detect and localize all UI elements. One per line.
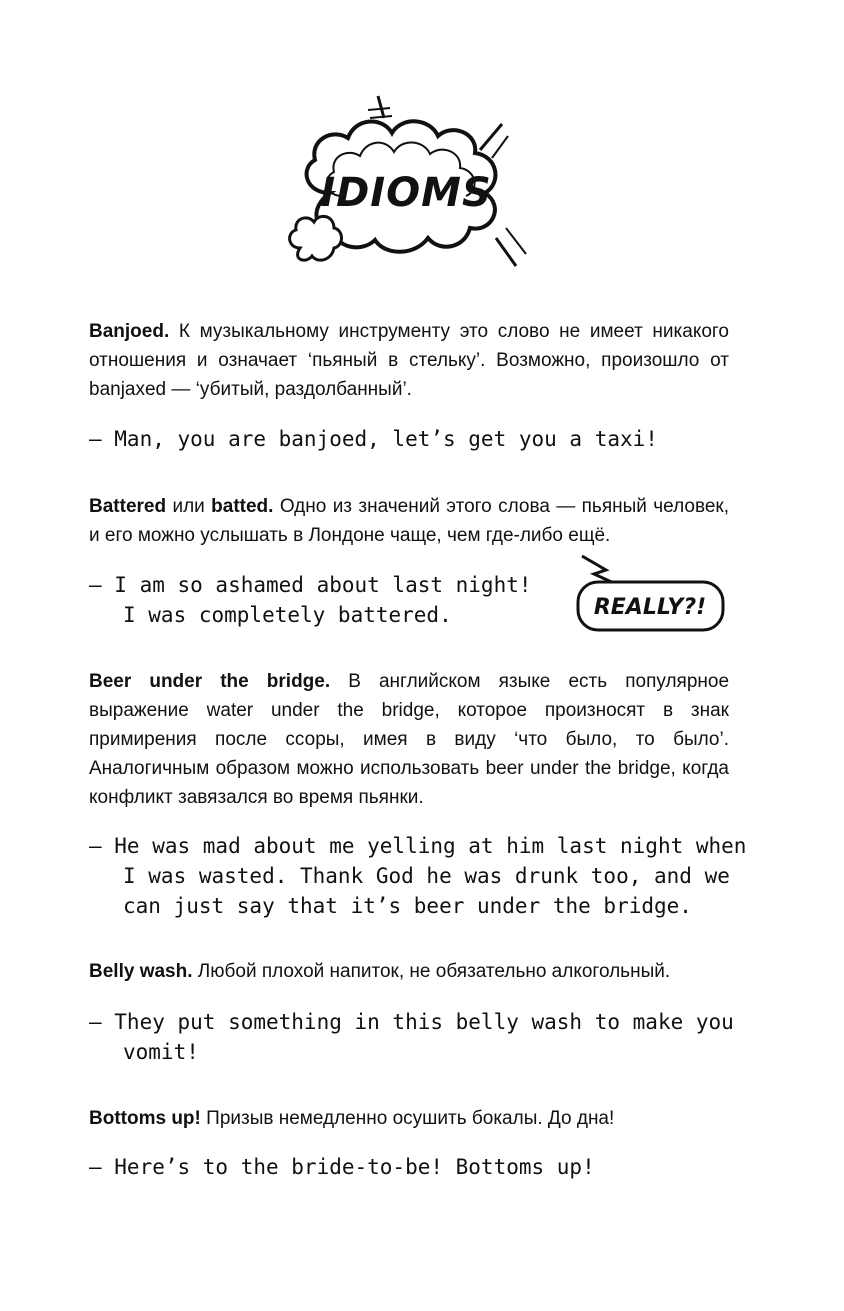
example-line: I was completely battered.: [123, 603, 452, 627]
idioms-title: IDIOMS: [320, 170, 492, 216]
example-line: — I am so ashamed about last night!: [89, 573, 532, 597]
entry-banjoed: [89, 317, 729, 404]
example-beer-under-the-bridge: [89, 831, 746, 921]
entry-definition: Любой плохой напиток, не обязательно алкогольный.: [197, 961, 671, 982]
really-badge: [568, 550, 728, 636]
entry-term: Battered: [89, 496, 167, 517]
entry-definition: Призыв немедленно осушить бокалы. До дна!: [206, 1108, 615, 1129]
entry-definition: Одно из значений этого слова — пьяный человек, и его можно услышать в Лондоне чаще, чем где-либо ещё.: [89, 496, 729, 546]
example-banjoed: [89, 424, 658, 454]
entry-bottoms-up: [89, 1104, 729, 1133]
example-line: — They put something in this belly wash to make you: [89, 1010, 734, 1034]
entry-beer-under-the-bridge: [89, 667, 729, 812]
entry-battered: [89, 492, 729, 550]
example-line: I was wasted. Thank God he was drunk too, and we: [123, 864, 730, 888]
entry-term: Belly wash.: [89, 961, 193, 982]
idioms-cloud-header: [270, 88, 540, 303]
entry-term: Beer under the bridge.: [89, 671, 331, 692]
example-line: can just say that it’s beer under the bridge.: [123, 894, 692, 918]
example-bottoms-up: [89, 1152, 595, 1182]
entry-belly-wash: [89, 957, 729, 986]
entry-definition: К музыкальному инструменту это слово не имеет никакого отношения и означает ‘пьяный в стельку’. Возможно, произошло от banjaxed — ‘убитый, раздолбанный’.: [89, 321, 730, 400]
example-battered: [89, 570, 532, 630]
entry-definition: В английском языке есть популярное выражение water under the bridge, которое произносят в знак примирения после ссоры, имея в виду ‘что было, то было’. Аналогичным образом можно использовать beer under the bridge, когда конфликт завязался во время пьянки.: [89, 671, 730, 808]
example-line: — Here’s to the bride-to-be! Bottoms up!: [89, 1155, 595, 1179]
entry-term: Banjoed.: [89, 321, 170, 342]
example-belly-wash: [89, 1007, 734, 1067]
example-line: — Man, you are banjoed, let’s get you a taxi!: [89, 427, 658, 451]
example-line: — He was mad about me yelling at him last night when: [89, 834, 747, 858]
entry-term-alt: batted.: [211, 496, 274, 517]
example-line: vomit!: [123, 1040, 199, 1064]
entry-connector: или: [172, 496, 205, 517]
entry-term: Bottoms up!: [89, 1108, 201, 1129]
really-badge-text: REALLY?!: [593, 595, 707, 620]
